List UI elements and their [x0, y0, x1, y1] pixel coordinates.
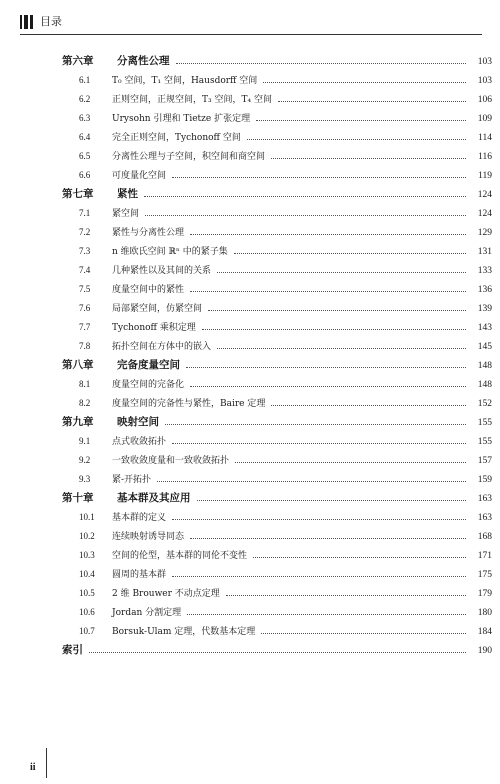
- page-number: 190: [477, 646, 492, 656]
- header-rule: [20, 34, 482, 35]
- section-title: 可度量化空间: [112, 171, 167, 181]
- section-number: 7.4: [79, 265, 91, 275]
- dot-leader: [176, 63, 467, 64]
- dot-leader: [157, 481, 466, 482]
- section-number: 10.2: [79, 531, 95, 541]
- page-number: 124: [477, 190, 492, 200]
- section-number: 9.3: [79, 474, 91, 484]
- toc-section-row: [62, 71, 492, 90]
- toc-section-row: [62, 337, 492, 356]
- chapter-label: 第七章: [62, 188, 94, 200]
- toc-section-row: [62, 603, 492, 622]
- section-number: 7.7: [79, 322, 91, 332]
- toc-chapter-row: [62, 641, 492, 660]
- section-number: 8.2: [79, 398, 91, 408]
- toc-section-row: [62, 432, 492, 451]
- toc-section-row: [62, 565, 492, 584]
- section-title: T₀ 空间，T₁ 空间，Hausdorff 空间: [112, 76, 258, 86]
- toc-section-row: [62, 527, 492, 546]
- section-number: 6.4: [79, 132, 91, 142]
- section-number: 10.6: [79, 607, 95, 617]
- header-bars-ornament: [20, 15, 35, 29]
- dot-leader: [187, 614, 466, 615]
- dot-leader: [208, 310, 466, 311]
- toc-section-row: [62, 394, 492, 413]
- dot-leader: [165, 424, 466, 425]
- page-number: 114: [478, 133, 492, 143]
- toc-chapter-row: [62, 356, 492, 375]
- page-number: 106: [477, 95, 492, 105]
- page-number: 116: [478, 152, 492, 162]
- section-number: 7.6: [79, 303, 91, 313]
- section-number: 10.3: [79, 550, 95, 560]
- dot-leader: [145, 215, 466, 216]
- toc-section-row: [62, 318, 492, 337]
- dot-leader: [217, 272, 466, 273]
- section-title: 几种紧性以及其间的关系: [112, 266, 212, 276]
- dot-leader: [234, 253, 466, 254]
- section-title: 一致收敛度量和一致收敛拓扑: [112, 456, 230, 466]
- section-number: 6.2: [79, 94, 91, 104]
- toc-section-row: [62, 299, 492, 318]
- section-title: 连续映射诱导同态: [112, 532, 185, 542]
- page-number: 124: [477, 209, 492, 219]
- dot-leader: [278, 101, 466, 102]
- page-number: 109: [477, 114, 492, 124]
- page-number: 139: [477, 304, 492, 314]
- page-number: 136: [477, 285, 492, 295]
- section-title: 圆周的基本群: [112, 570, 167, 580]
- toc-section-row: [62, 470, 492, 489]
- section-title: 2 维 Brouwer 不动点定理: [112, 589, 220, 599]
- section-title: 点式收敛拓扑: [112, 437, 167, 447]
- dot-leader: [217, 348, 466, 349]
- dot-leader: [256, 120, 466, 121]
- chapter-label: 第八章: [62, 359, 94, 371]
- page-number: 103: [477, 57, 492, 67]
- chapter-label: 第六章: [62, 55, 94, 67]
- page-number: 157: [477, 456, 492, 466]
- toc-section-row: [62, 375, 492, 394]
- page-number: 133: [477, 266, 492, 276]
- section-title: Urysohn 引理和 Tietze 扩张定理: [112, 114, 251, 124]
- page-number: 131: [477, 247, 492, 257]
- table-of-contents: [62, 52, 492, 660]
- page-number: 155: [477, 437, 492, 447]
- section-number: 7.3: [79, 246, 91, 256]
- page-number: 148: [477, 361, 492, 371]
- dot-leader: [144, 196, 466, 197]
- toc-chapter-row: [62, 413, 492, 432]
- dot-leader: [247, 139, 466, 140]
- dot-leader: [190, 538, 466, 539]
- dot-leader: [190, 386, 466, 387]
- toc-chapter-row: [62, 185, 492, 204]
- page-number: 129: [477, 228, 492, 238]
- section-number: 9.2: [79, 455, 91, 465]
- section-number: 6.5: [79, 151, 91, 161]
- toc-section-row: [62, 109, 492, 128]
- toc-section-row: [62, 546, 492, 565]
- section-number: 8.1: [79, 379, 91, 389]
- section-number: 10.5: [79, 588, 95, 598]
- chapter-title: 完备度量空间: [117, 359, 180, 371]
- section-title: 紧-开拓扑: [112, 475, 152, 485]
- page-number: 163: [477, 513, 492, 523]
- toc-section-row: [62, 147, 492, 166]
- section-title: Jordan 分割定理: [112, 608, 182, 618]
- section-number: 10.1: [79, 512, 95, 522]
- section-title: 基本群的定义: [112, 513, 167, 523]
- page-number: 163: [477, 494, 492, 504]
- section-number: 7.1: [79, 208, 91, 218]
- toc-section-row: [62, 166, 492, 185]
- section-number: 7.2: [79, 227, 91, 237]
- chapter-label: 第九章: [62, 416, 94, 428]
- toc-section-row: [62, 90, 492, 109]
- section-title: 紧空间: [112, 209, 140, 219]
- dot-leader: [263, 82, 466, 83]
- page-number: 168: [477, 532, 492, 542]
- toc-section-row: [62, 508, 492, 527]
- footer-page-number: ii: [30, 762, 36, 773]
- toc-chapter-row: [62, 52, 492, 71]
- page-number: 143: [477, 323, 492, 333]
- footer-rule: [46, 748, 47, 778]
- section-title: Tychonoff 乘积定理: [112, 323, 196, 333]
- section-title: 局部紧空间，仿紧空间: [112, 304, 203, 314]
- section-title: Borsuk-Ulam 定理，代数基本定理: [112, 627, 256, 637]
- section-title: 空间的伦型，基本群的同伦不变性: [112, 551, 248, 561]
- section-title: 紧性与分离性公理: [112, 228, 185, 238]
- dot-leader: [197, 500, 467, 501]
- section-number: 9.1: [79, 436, 91, 446]
- section-title: 度量空间中的紧性: [112, 285, 185, 295]
- toc-section-row: [62, 622, 492, 641]
- section-title: 度量空间的完备化: [112, 380, 185, 390]
- dot-leader: [226, 595, 466, 596]
- section-title: 度量空间的完备性与紧性，Baire 定理: [112, 399, 266, 409]
- page-number: 103: [477, 76, 492, 86]
- page-number: 175: [477, 570, 492, 580]
- page-number: 145: [477, 342, 492, 352]
- section-number: 10.4: [79, 569, 95, 579]
- toc-section-row: [62, 242, 492, 261]
- toc-section-row: [62, 223, 492, 242]
- running-header: [20, 14, 62, 30]
- dot-leader: [261, 633, 466, 634]
- section-title: 拓扑空间在方体中的嵌入: [112, 342, 212, 352]
- toc-section-row: [62, 280, 492, 299]
- dot-leader: [172, 576, 466, 577]
- section-number: 6.3: [79, 113, 91, 123]
- dot-leader: [172, 443, 466, 444]
- page-number: 171: [477, 551, 492, 561]
- section-number: 7.5: [79, 284, 91, 294]
- section-title: 完全正则空间，Tychonoff 空间: [112, 133, 241, 143]
- section-number: 7.8: [79, 341, 91, 351]
- toc-section-row: [62, 584, 492, 603]
- chapter-title: 基本群及其应用: [117, 492, 191, 504]
- page-number: 179: [477, 589, 492, 599]
- dot-leader: [235, 462, 466, 463]
- dot-leader: [190, 234, 466, 235]
- dot-leader: [89, 652, 466, 653]
- chapter-title: 紧性: [117, 188, 138, 200]
- toc-chapter-row: [62, 489, 492, 508]
- dot-leader: [190, 291, 466, 292]
- section-number: 6.6: [79, 170, 91, 180]
- page-number: 148: [477, 380, 492, 390]
- chapter-title: 分离性公理: [117, 55, 170, 67]
- dot-leader: [186, 367, 466, 368]
- section-title: n 维欧氏空间 ℝⁿ 中的紧子集: [112, 247, 228, 257]
- toc-section-row: [62, 261, 492, 280]
- toc-section-row: [62, 128, 492, 147]
- page-number: 180: [477, 608, 492, 618]
- chapter-title: 映射空间: [117, 416, 159, 428]
- chapter-label: 索引: [62, 644, 83, 656]
- section-number: 6.1: [79, 75, 91, 85]
- header-title: 目录: [40, 15, 62, 28]
- page-number: 159: [477, 475, 492, 485]
- toc-section-row: [62, 451, 492, 470]
- chapter-label: 第十章: [62, 492, 94, 504]
- section-title: 分离性公理与子空间，积空间和商空间: [112, 152, 266, 162]
- dot-leader: [271, 405, 466, 406]
- page-number: 152: [477, 399, 492, 409]
- page-number: 184: [477, 627, 492, 637]
- dot-leader: [253, 557, 466, 558]
- dot-leader: [202, 329, 466, 330]
- dot-leader: [271, 158, 466, 159]
- page-number: 119: [478, 171, 492, 181]
- section-number: 10.7: [79, 626, 95, 636]
- dot-leader: [172, 177, 466, 178]
- dot-leader: [172, 519, 466, 520]
- toc-section-row: [62, 204, 492, 223]
- page-number: 155: [477, 418, 492, 428]
- section-title: 正则空间，正规空间，T₃ 空间，T₄ 空间: [112, 95, 272, 105]
